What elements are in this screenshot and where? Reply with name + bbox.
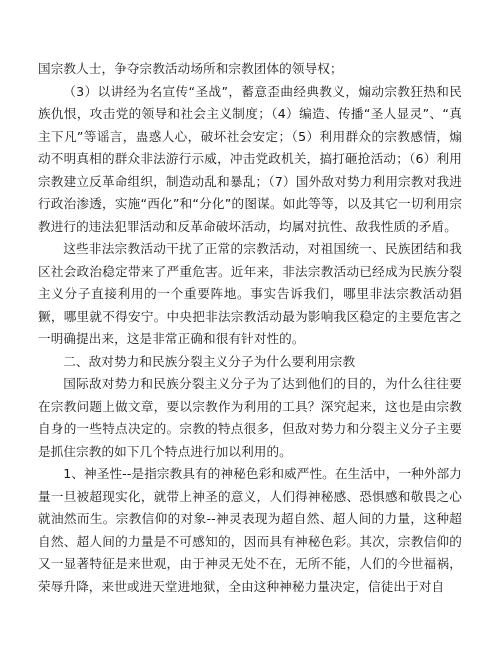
paragraph-sacredness: 1、神圣性--是指宗教具有的神秘色彩和威严性。在生活中，一种外部力量一旦被超现实化，就带上神圣的意义，人们得神秘感、恐惧感和敬畏之心就油然而生。宗教信仰的对象--神灵表现为超自然、超人间的力量，这种超自然、超人间的力量是不可感知的，因而具有神秘色彩。其次，宗教信仰的又一显著特征是来世观，由于神灵无处不在，无所不能，人们的今世福祸，荣辱升降，来世或进天堂进地狱，全由这种神秘力量决定，信徒出于对自	[38, 466, 462, 594]
paragraph-harm: 这些非法宗教活动干扰了正常的宗教活动，对祖国统一、民族团结和我区社会政治稳定带来了严重危害。近年来，非法宗教活动已经成为民族分裂主义分子直接利用的一个重要阵地。事实告诉我们，哪里非法宗教活动猖獗，哪里就不得安宁。中央把非法宗教活动最为影响我区稳定的主要危害之一明确提出来，这是非常正确和很有针对性的。	[38, 241, 462, 346]
section-heading: 二、敌对势力和民族分裂主义分子为什么要利用宗教	[63, 353, 356, 369]
paragraph-why-religion: 国际敌对势力和民族分裂主义分子为了达到他们的目的，为什么往往要在宗教问题上做文章，要以宗教作为利用的工具？深究起来，这也是由宗教自身的一些特点决定的。宗教的特点很多，但敌对势力和分裂主义分子主要是抓住宗教的如下几个特点进行加以利用的。	[38, 376, 462, 459]
paragraph-continuation: 国宗教人士，争夺宗教活动场所和宗教团体的领导权；	[38, 61, 343, 76]
document-body	[38, 58, 462, 598]
paragraph-illegal-activities: （3）以讲经为名宣传“圣战”，蓄意歪曲经典教义，煽动宗教狂热和民族仇恨，攻击党的领导和社会主义制度；（4）编造、传播“圣人显灵”、“真主下凡”等谣言，蛊惑人心，破坏社会安定；（5）利用群众的宗教感情，煽动不明真相的群众非法游行示威，冲击党政机关，搞打砸抢活动；（6）利用宗教建立反革命组织，制造动乱和暴乱；（7）国外敌对势力利用宗教对我进行政治渗透，实施“西化”和“分化”的图谋。如此等等，以及其它一切利用宗教进行的违法犯罪活动和反革命破坏活动，均属对抗性、敌我性质的矛盾。	[38, 83, 462, 234]
